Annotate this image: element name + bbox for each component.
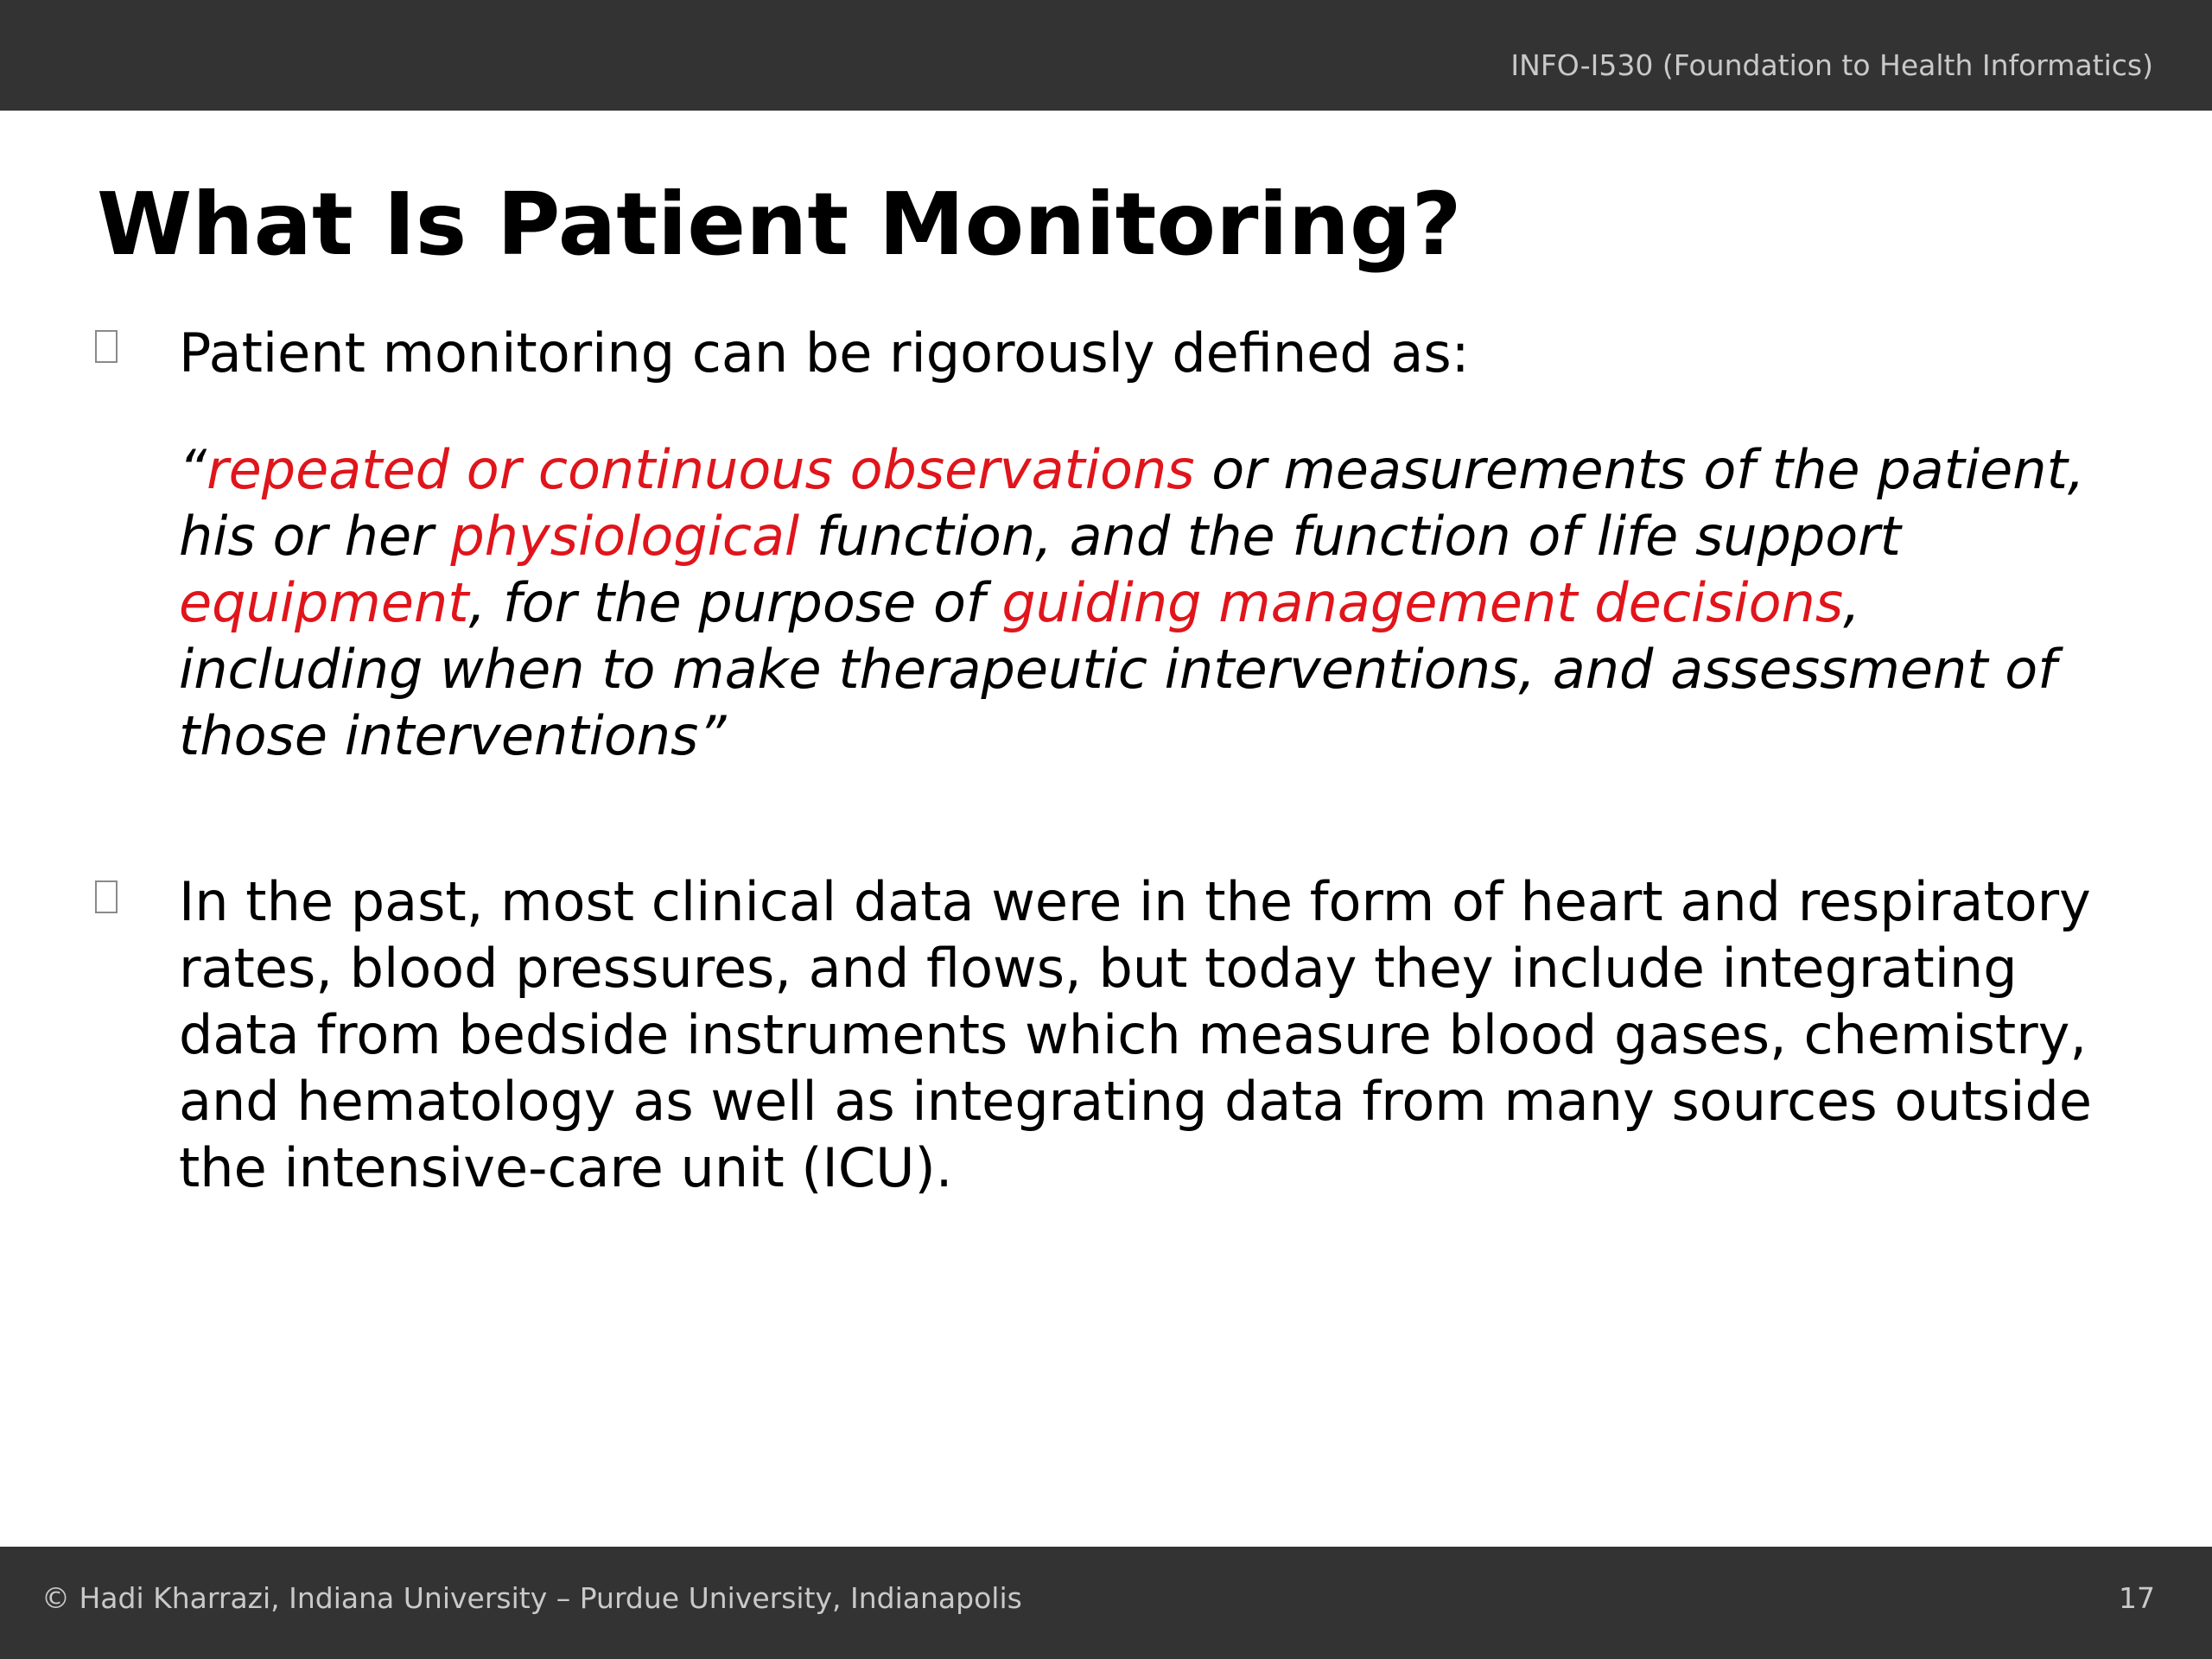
quote-segment: or measurements of the patient, his or her (179, 438, 2085, 568)
quote-highlight: repeated or continuous observations (207, 438, 1195, 501)
course-label: INFO-I530 (Foundation to Health Informatics) (1510, 48, 2153, 82)
quote-highlight: equipment (179, 571, 469, 634)
quote-segment: , for the purpose of (468, 571, 1002, 634)
header-bar (0, 0, 2212, 111)
quote-segment: function, and the function of life support (799, 505, 1901, 568)
bullet-marker-icon (95, 330, 118, 363)
slide-title: What Is Patient Monitoring? (97, 174, 1462, 275)
footer-bar (0, 1547, 2212, 1659)
quote-segment: , including when to make therapeutic interventions, and assessment of those interventions” (179, 571, 2057, 767)
bullet-marker-icon (95, 880, 118, 913)
footer-copyright: © Hadi Kharrazi, Indiana University – Purdue University, Indianapolis (41, 1581, 1022, 1615)
quote-highlight: physiological (450, 505, 800, 568)
bullet-text: Patient monitoring can be rigorously defined as: (179, 321, 1470, 385)
page-number: 17 (2119, 1581, 2155, 1615)
definition-quote (179, 436, 2106, 769)
quote-segment: “ (179, 438, 207, 501)
bullet-text: In the past, most clinical data were in the form of heart and respiratory rates, blood pressures, and flows, but today they include integrating data from bedside instruments which measure blood gases, chemistry, and hematology as well as integrating data from many sources outside the intensive-care unit (ICU). (179, 870, 2092, 1199)
quote-highlight: guiding management decisions (1001, 571, 1844, 634)
